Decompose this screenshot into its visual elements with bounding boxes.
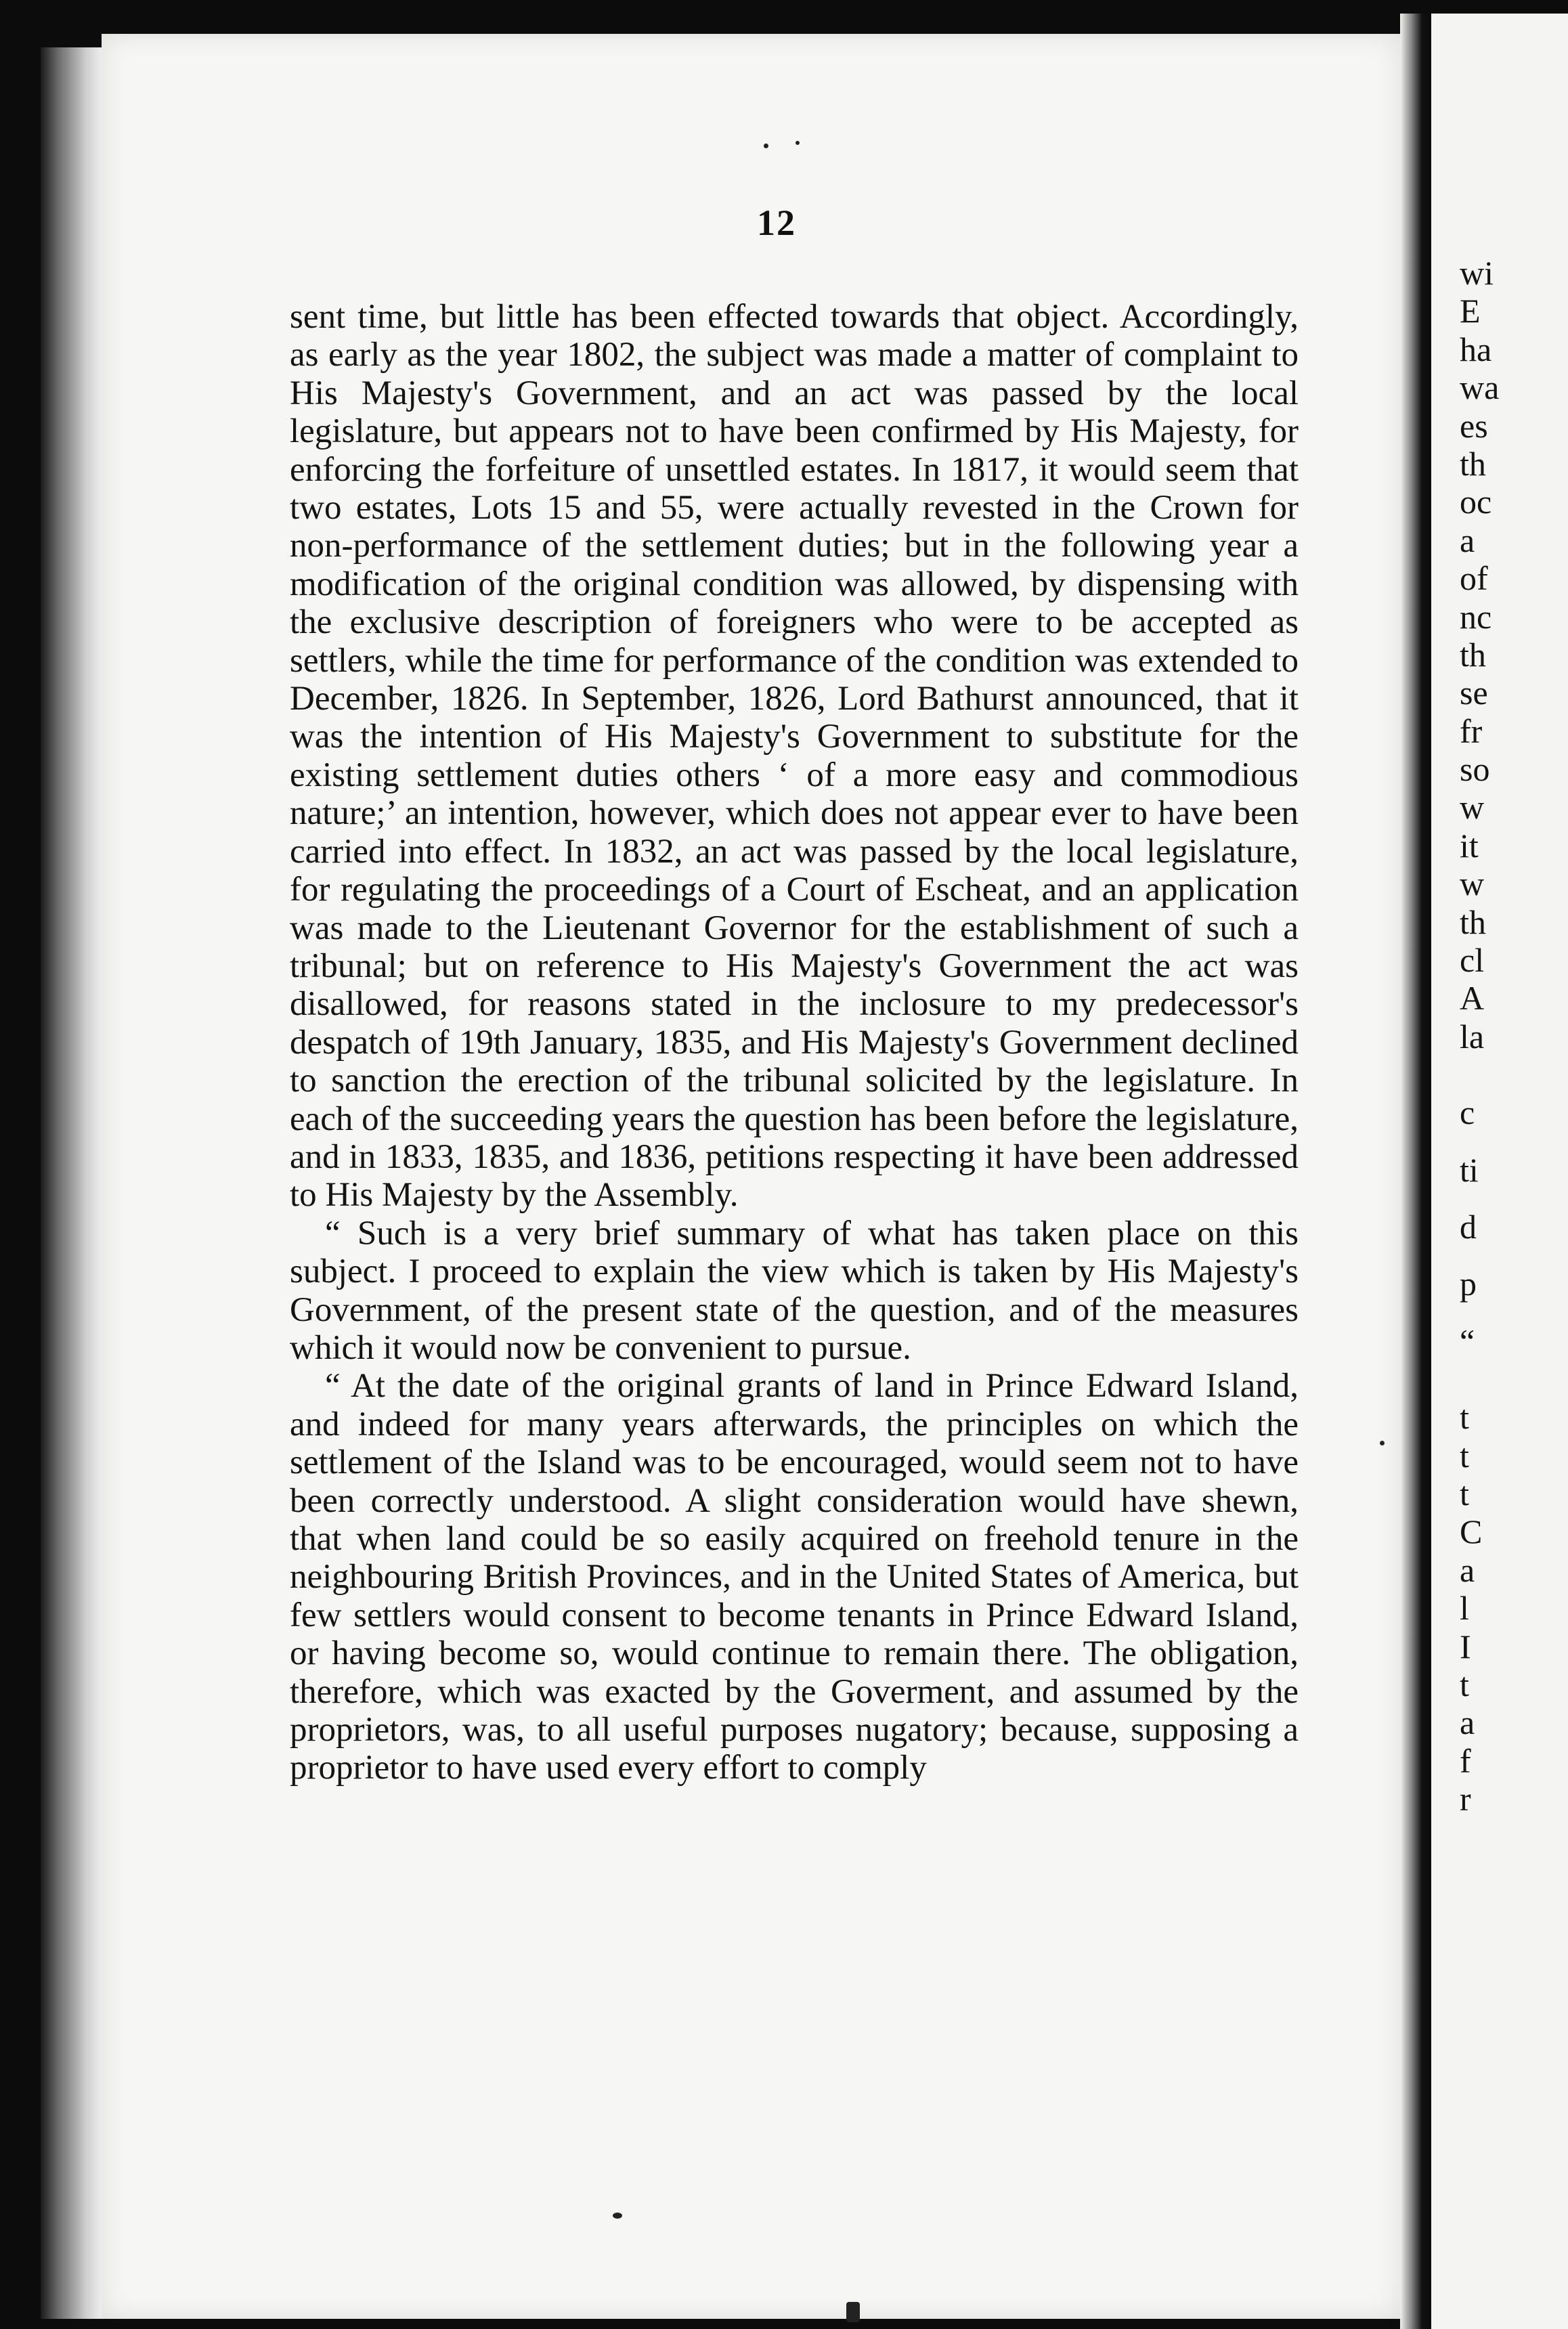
ink-speck: [846, 2302, 860, 2322]
facing-page-fragment: wi: [1460, 254, 1494, 292]
facing-page-fragment: oc: [1460, 483, 1492, 521]
facing-page-fragment: th: [1460, 444, 1486, 483]
facing-page-fragment: A: [1460, 979, 1485, 1018]
paragraph-3: “ At the date of the original grants of land in Prince Edward Island, and indeed for many years afterwards, the principles on which the settlement of the Island was to be encouraged, would seem not to have been correctly understood. A slight consideration would have shewn, that when land could be so easily acquired on freehold tenure in the neighbouring British Provinces, and in the United States of America, but few settlers would consent to become tenants in Prince Edward Island, or having become so, would continue to remain there. The obligation, therefore, which was exacted by the Goverment, and assumed by the proprietors, was, to all useful purposes nugatory; because, supposing a proprietor to have used every effort to comply: [290, 1367, 1299, 1787]
facing-page-fragment: d: [1460, 1207, 1477, 1246]
facing-page-fragment: se: [1460, 674, 1488, 712]
facing-page-fragment: l: [1460, 1589, 1469, 1628]
facing-page-fragment: r: [1460, 1780, 1471, 1819]
facing-page-fragment: of: [1460, 559, 1488, 598]
page-number: 12: [757, 202, 796, 243]
ink-speck: [796, 141, 800, 145]
facing-page-fragment: wa: [1460, 368, 1500, 407]
facing-page-fragment: fr: [1460, 712, 1483, 750]
facing-page-fragment: th: [1460, 635, 1486, 674]
facing-page-fragment: E: [1460, 292, 1481, 330]
facing-page-fragment: t: [1460, 1436, 1469, 1475]
facing-page-fragment: ha: [1460, 330, 1492, 368]
left-page-edge-shadow: [41, 47, 102, 2319]
facing-page-fragment: so: [1460, 750, 1490, 789]
ink-speck: [764, 144, 768, 148]
paragraph-2: “ Such is a very brief summary of what has taken place on this subject. I proceed to explain the view which is taken by His Majesty's Government, of the present state of the question, and of the measures which it would now be convenient to pursue.: [290, 1214, 1299, 1367]
facing-page-fragment: w: [1460, 788, 1485, 827]
ink-speck: [613, 2213, 622, 2219]
facing-page-fragment: th: [1460, 902, 1486, 941]
facing-page: [1431, 14, 1568, 2329]
facing-page-fragment: cl: [1460, 941, 1485, 980]
facing-page-fragment: w: [1460, 865, 1485, 903]
facing-page-fragment: t: [1460, 1665, 1469, 1703]
ink-speck: [1380, 1441, 1385, 1445]
facing-page-fragment: it: [1460, 826, 1479, 865]
facing-page-fragment: es: [1460, 406, 1488, 445]
facing-page-fragment: a: [1460, 1550, 1475, 1589]
facing-page-fragment: c: [1460, 1093, 1475, 1132]
facing-page-fragment: f: [1460, 1741, 1471, 1780]
facing-page-fragment: t: [1460, 1474, 1469, 1512]
facing-page-fragment: a: [1460, 521, 1475, 559]
facing-page-fragment: la: [1460, 1017, 1485, 1055]
facing-page-fragment: “: [1460, 1322, 1475, 1360]
facing-page-fragment: p: [1460, 1265, 1477, 1303]
facing-page-fragment: ti: [1460, 1150, 1479, 1189]
facing-page-fragment: I: [1460, 1627, 1471, 1666]
facing-page-text-fragments: [1460, 254, 1500, 1825]
book-binding-gutter: [1400, 14, 1431, 2329]
facing-page-fragment: C: [1460, 1512, 1483, 1551]
facing-page-fragment: nc: [1460, 597, 1492, 636]
page-body-text: [290, 298, 1299, 1787]
facing-page-fragment: t: [1460, 1398, 1469, 1437]
paragraph-1: sent time, but little has been effected towards that object. Accordingly, as early as the year 1802, the subject was made a matter of complaint to His Majesty's Government, and an act was passed by the local legislature, but appears not to have been confirmed by His Majesty, for enforcing the forfeiture of unsettled estates. In 1817, it would seem that two estates, Lots 15 and 55, were actually revested in the Crown for non-performance of the settlement duties; but in the following year a modification of the original condition was allowed, by dispensing with the exclusive description of foreigners who were to be accepted as settlers, while the time for performance of the condition was extended to December, 1826. In September, 1826, Lord Bathurst announced, that it was the intention of His Majesty's Government to substitute for the existing settlement duties others ‘ of a more easy and commodious nature;’ an intention, however, which does not appear ever to have been carried into effect. In 1832, an act was passed by the local legislature, for regulating the proceedings of a Court of Escheat, and an application was made to the Lieutenant Governor for the establishment of such a tribunal; but on reference to His Majesty's Government the act was disallowed, for reasons stated in the inclosure to my predecessor's despatch of 19th January, 1835, and His Majesty's Government declined to sanction the erection of the tribunal solicited by the legislature. In each of the succeeding years the question has been before the legislature, and in 1833, 1835, and 1836, petitions respecting it have been addressed to His Majesty by the Assembly.: [290, 298, 1299, 1215]
facing-page-fragment: a: [1460, 1703, 1475, 1742]
